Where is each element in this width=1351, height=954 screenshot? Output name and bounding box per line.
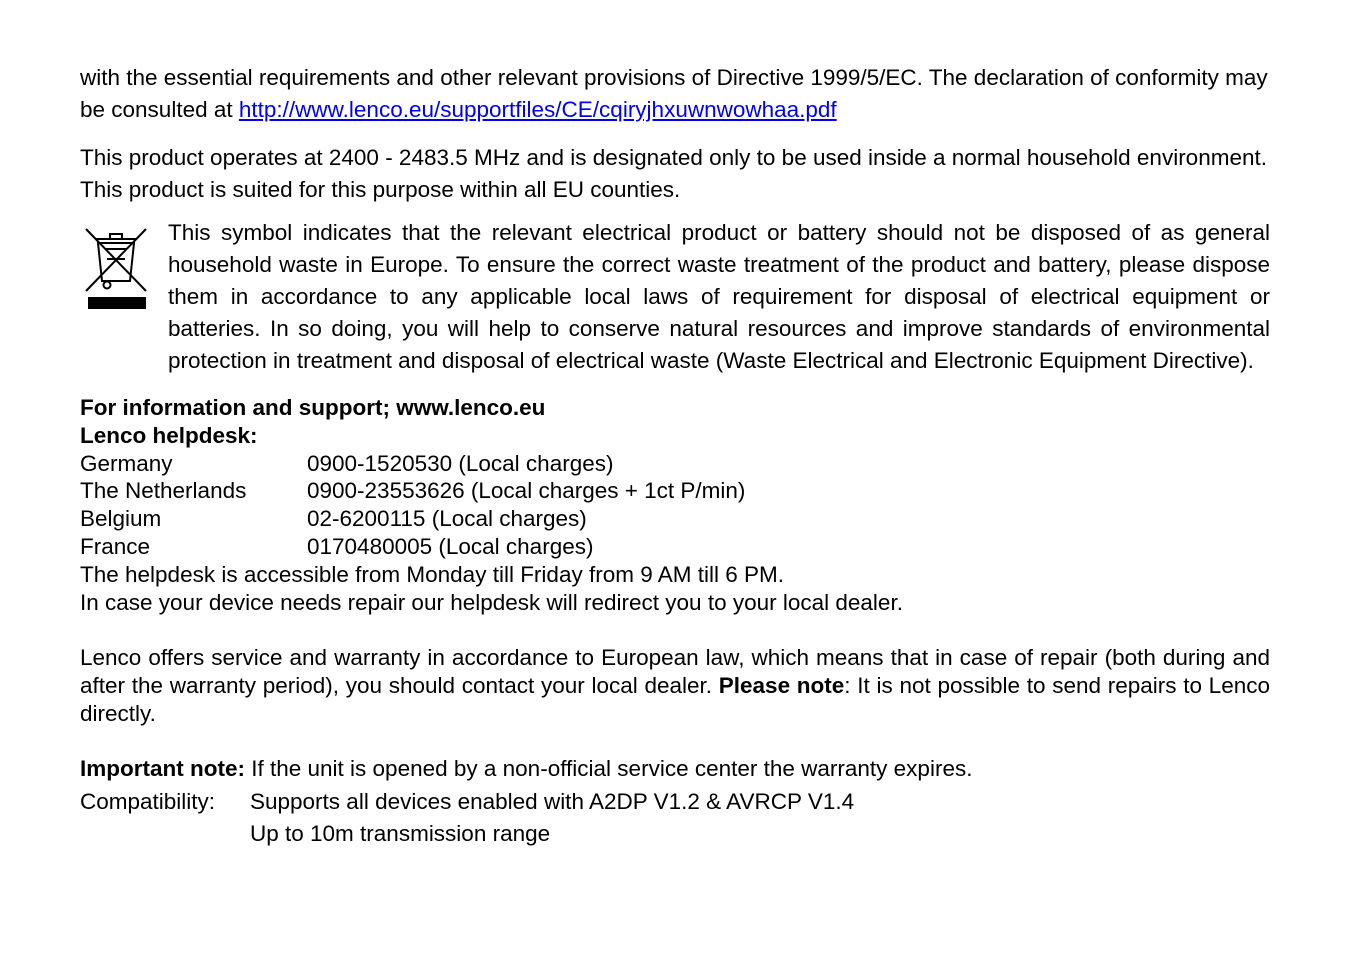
important-note	[80, 755, 1270, 783]
weee-text: This symbol indicates that the relevant electrical product or battery should not be disposed of as general household waste in Europe. To ensure the correct waste treatment of the product and battery, please dispose them in accordance to any applicable local laws of requirement for disposal of electrical equipment or batteries. In so doing, you will help to conserve natural resources and improve standards of environmental protection in treatment and disposal of electrical waste (Waste Electrical and Electronic Equipment Directive).	[168, 220, 1270, 373]
helpdesk-list	[80, 450, 1270, 561]
weee-underline-bar	[88, 297, 146, 309]
helpdesk-number: 0900-23553626 (Local charges + 1ct P/min)	[307, 478, 746, 504]
compatibility-section	[80, 786, 1270, 850]
important-note-text: If the unit is opened by a non-official service center the warranty expires.	[244, 755, 973, 781]
crossed-out-wheelie-bin-icon	[80, 225, 168, 355]
frequency-paragraph: This product operates at 2400 - 2483.5 MHz and is designated only to be used inside a normal household environment. This product is suited for this purpose within all EU counties.	[80, 145, 1267, 202]
compatibility-label: Compatibility:	[80, 788, 216, 814]
warranty-paragraph	[80, 644, 1270, 727]
repair-redirect-note: In case your device needs repair our helpdesk will redirect you to your local dealer.	[80, 589, 903, 615]
compatibility-line: Up to 10m transmission range	[250, 820, 551, 846]
helpdesk-row	[80, 533, 1270, 561]
compatibility-row	[80, 818, 1270, 850]
ce-declaration-link[interactable]: http://www.lenco.eu/supportfiles/CE/cqiryjhxuwnwowhaa.pdf	[238, 97, 837, 122]
helpdesk-number: 02-6200115 (Local charges)	[307, 506, 587, 532]
support-heading: For information and support; www.lenco.eu	[80, 395, 546, 420]
support-section	[80, 394, 1270, 616]
please-note-text: : It is not possible to send repairs to Lenco directly.	[80, 673, 1270, 726]
helpdesk-row	[80, 477, 1270, 505]
manual-page	[80, 62, 1270, 850]
helpdesk-row	[80, 450, 1270, 478]
helpdesk-country: Belgium	[80, 506, 162, 532]
helpdesk-country: Germany	[80, 450, 173, 476]
compatibility-line: Supports all devices enabled with A2DP V1.2 & AVRCP V1.4	[250, 788, 855, 814]
helpdesk-number: 0900-1520530 (Local charges)	[307, 450, 614, 476]
ce-declaration-text: with the essential requirements and other relevant provisions of Directive 1999/5/EC. The declaration of conformity may be consulted at	[80, 65, 1268, 122]
ce-declaration-paragraph	[80, 62, 1270, 126]
helpdesk-row	[80, 505, 1270, 533]
helpdesk-number: 0170480005 (Local charges)	[307, 533, 594, 559]
compatibility-row	[80, 786, 1270, 818]
helpdesk-title: Lenco helpdesk:	[80, 422, 258, 448]
weee-paragraph	[80, 217, 1270, 377]
compatibility-label-spacer	[80, 818, 250, 850]
warranty-text: Lenco offers service and warranty in accordance to European law, which means that in case of repair (both during and after the warranty period), you should contact your local dealer.	[80, 645, 1270, 699]
helpdesk-country: France	[80, 533, 151, 559]
please-note-label: Please note	[718, 673, 845, 699]
important-note-label: Important note:	[80, 755, 245, 781]
helpdesk-hours: The helpdesk is accessible from Monday till Friday from 9 AM till 6 PM.	[80, 561, 784, 587]
helpdesk-country: The Netherlands	[80, 478, 247, 504]
